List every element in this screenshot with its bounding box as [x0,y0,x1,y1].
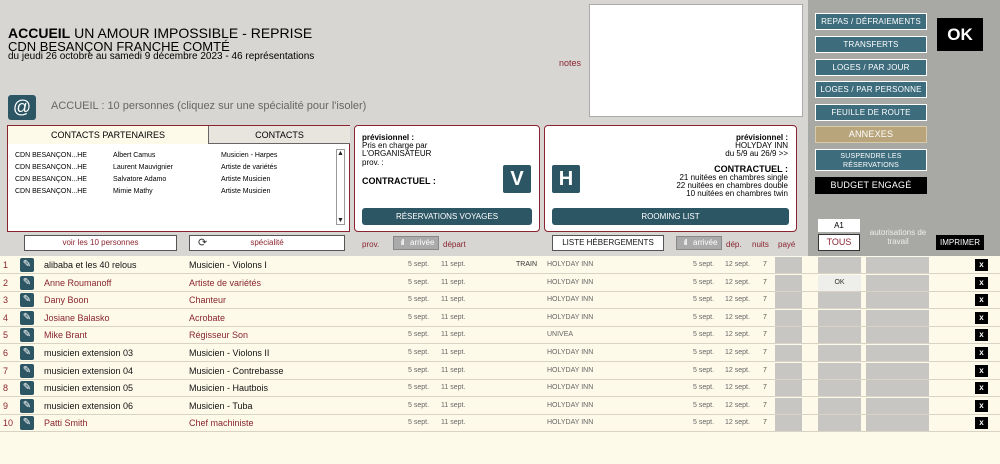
arrival-date: 5 sept. [408,401,430,409]
nights-count: 7 [763,349,767,356]
a1-cell[interactable] [818,363,861,379]
heb-line2: 22 nuitées en chambres double [676,181,788,190]
edit-pencil-icon[interactable]: ✎ [20,311,34,325]
voyages-panel [354,125,540,232]
work-permit-cell[interactable] [866,275,929,291]
paid-cell[interactable] [775,257,802,273]
work-permit-cell[interactable] [866,415,929,431]
hotel-departure: 12 sept. [725,401,750,409]
people-table [0,256,1000,464]
person-specialty[interactable]: Artiste de variétés [189,277,262,288]
departure-date: 11 sept. [441,366,466,374]
edit-pencil-icon[interactable]: ✎ [20,328,34,342]
hotel-departure: 12 sept. [725,419,750,427]
hotel-arrival: 5 sept. [693,296,715,304]
transport-mode: TRAIN [516,261,537,268]
edit-pencil-icon[interactable]: ✎ [20,276,34,290]
contact-org: CDN BESANÇON...HE [15,176,87,183]
heb-prev-label: prévisionnel : [735,133,788,142]
person-specialty[interactable]: Acrobate [189,312,226,323]
bars-icon: ıll [683,238,687,247]
contact-org: CDN BESANÇON...HE [15,164,87,171]
hotel-departure: 12 sept. [725,331,750,339]
hotel-arrival: 5 sept. [693,384,715,392]
nights-count: 7 [763,419,767,427]
nights-count: 7 [763,296,767,304]
departure-date: 11 sept. [441,349,466,356]
page-title: ACCUEIL UN AMOUR IMPOSSIBLE - REPRISE [8,25,313,41]
heb-line3: 10 nuitées en chambres twin [686,189,788,198]
contact-name: Albert Camus [113,152,156,159]
contact-role: Artiste Musicien [221,176,271,183]
voyages-v-button[interactable]: V [503,165,531,193]
hebergement-panel [544,125,797,232]
specialite-button[interactable]: ⟳ spécialité [189,235,345,251]
tous-button[interactable]: TOUS [818,234,860,251]
reservations-voyages-button[interactable]: RÉSERVATIONS VOYAGES [362,208,532,225]
person-specialty[interactable]: Chef machiniste [189,418,254,429]
contact-org: CDN BESANÇON...HE [15,188,87,195]
hotel-departure: 12 sept. [725,261,750,268]
row-number: 9 [3,400,9,411]
person-name[interactable]: musicien extension 04 [44,365,134,376]
arrival-date: 5 sept. [408,261,430,268]
delete-x-button[interactable]: x [975,294,988,306]
paid-cell[interactable] [775,415,802,431]
heb-hotel: HOLYDAY INN [735,141,788,150]
a1-field[interactable]: A1 [818,219,860,232]
tab-contacts[interactable]: CONTACTS [209,126,350,144]
work-permit-cell[interactable] [866,363,929,379]
contact-role: Artiste de variétés [221,164,278,171]
accueil-summary: ACCUEIL : 10 personnes (cliquez sur une spécialité pour l'isoler) [51,100,367,112]
scroll-down-icon[interactable]: ▼ [337,217,344,224]
transferts-button[interactable]: TRANSFERTS [815,36,927,53]
dep-label: dép. [726,240,742,249]
date-range: du jeudi 26 octobre au samedi 9 décembre 2023 - 46 représentations [8,51,315,62]
ok-button[interactable]: OK [937,18,983,51]
edit-pencil-icon[interactable]: ✎ [20,258,34,272]
hotel-departure: 12 sept. [725,366,750,374]
hotel-arrival: 5 sept. [693,401,715,409]
arrival-date: 5 sept. [408,419,430,427]
organisateur-label: L'ORGANISATEUR [362,149,432,158]
contact-name: Laurent Mauvignier [113,164,173,171]
table-row[interactable] [0,397,1000,415]
hotel-departure: 12 sept. [725,313,750,321]
annexes-button[interactable]: ANNEXES [815,126,927,143]
hotel-name: HOLYDAY INN [547,278,594,286]
hotel-arrival: 5 sept. [693,313,715,321]
bars-icon: ıll [400,238,404,247]
hotel-departure: 12 sept. [725,384,750,392]
edit-pencil-icon[interactable]: ✎ [20,364,34,378]
hotel-departure: 12 sept. [725,296,750,304]
budget-engage-button[interactable]: BUDGET ENGAGÉ [815,177,927,194]
person-name[interactable]: Mike Brant [44,330,88,341]
table-row[interactable] [0,274,1000,292]
hebergement-h-button[interactable]: H [552,165,580,193]
prov-filter-label: prov. [362,240,380,249]
paid-cell[interactable] [775,275,802,291]
person-specialty[interactable]: Chanteur [189,295,227,306]
row-number: 3 [3,295,9,306]
row-number: 10 [3,418,14,429]
nights-count: 7 [763,366,767,374]
paid-cell[interactable] [775,292,802,308]
table-row[interactable] [0,309,1000,327]
arrival-date: 5 sept. [408,349,430,356]
hotel-name: HOLYDAY INN [547,296,594,304]
nights-count: 7 [763,313,767,321]
arrivee-toggle[interactable]: ıll arrivée [393,236,439,250]
rooming-list-button[interactable]: ROOMING LIST [552,208,789,225]
loges-par-personne-button[interactable]: LOGES / PAR PERSONNE [815,81,927,98]
delete-x-button[interactable]: x [975,277,988,289]
edit-pencil-icon[interactable]: ✎ [20,346,34,360]
person-specialty[interactable]: Musicien - Contrebasse [189,365,284,376]
heb-contractuel: CONTRACTUEL : [714,164,788,174]
loges-par-jour-button[interactable]: LOGES / PAR JOUR [815,59,927,76]
row-number: 6 [3,348,9,358]
hotel-name: HOLYDAY INN [547,261,594,268]
a1-cell[interactable] [818,310,861,326]
depart-label: départ [443,240,466,249]
delete-x-button[interactable]: x [975,382,988,394]
hotel-arrival: 5 sept. [693,261,715,268]
contacts-panel [7,125,350,232]
person-specialty[interactable]: Régisseur Son [189,330,249,341]
heb-period: du 5/9 au 26/9 >> [725,149,788,158]
departure-date: 11 sept. [441,261,466,268]
prov-label: prov. : [362,158,384,167]
edit-pencil-icon[interactable]: ✎ [20,293,34,307]
departure-date: 11 sept. [441,313,466,321]
contact-role: Artiste Musicien [221,188,271,195]
delete-x-button[interactable]: x [975,417,988,429]
a1-cell[interactable] [818,292,861,308]
arrival-date: 5 sept. [408,366,430,374]
delete-x-button[interactable]: x [975,400,988,412]
person-name[interactable]: Anne Roumanoff [44,277,112,288]
hotel-arrival: 5 sept. [693,366,715,374]
a1-cell[interactable] [818,257,861,273]
edit-pencil-icon[interactable]: ✎ [20,381,34,395]
paid-cell[interactable] [775,345,802,361]
delete-x-button[interactable]: x [975,365,988,377]
contact-name: Mimie Mathy [113,188,153,195]
person-specialty[interactable]: Musicien - Hautbois [189,383,269,394]
delete-x-button[interactable]: x [975,347,988,359]
delete-x-button[interactable]: x [975,312,988,324]
person-name[interactable]: musicien extension 03 [44,348,134,358]
nights-count: 7 [763,331,767,339]
departure-date: 11 sept. [441,401,466,409]
a1-cell[interactable] [818,415,861,431]
hotel-departure: 12 sept. [725,278,750,286]
work-permit-cell[interactable] [866,310,929,326]
heb-line1: 21 nuitées en chambres single [679,173,788,182]
autorisations-label: autorisations de travail [869,228,927,246]
arrival-date: 5 sept. [408,331,430,339]
row-number: 8 [3,383,9,394]
person-name[interactable]: musicien extension 05 [44,383,134,394]
arrival-date: 5 sept. [408,384,430,392]
person-specialty[interactable]: Musicien - Violons I [189,260,267,270]
contact-name: Salvatore Adamo [113,176,167,183]
notes-textarea[interactable] [589,4,803,117]
row-number: 7 [3,365,9,376]
person-specialty[interactable]: Musicien - Violons II [189,348,270,358]
work-permit-cell[interactable] [866,398,929,414]
work-permit-cell[interactable] [866,380,929,396]
a1-cell[interactable]: OK [818,275,861,291]
departure-date: 11 sept. [441,296,466,304]
refresh-icon: ⟳ [198,237,208,249]
arrival-date: 5 sept. [408,313,430,321]
table-row[interactable] [0,379,1000,397]
hotel-name: HOLYDAY INN [547,401,594,409]
paid-cell[interactable] [775,363,802,379]
a1-cell[interactable] [818,345,861,361]
a1-cell[interactable] [818,398,861,414]
voir-personnes-button[interactable]: voir les 10 personnes [24,235,177,251]
person-name[interactable]: Patti Smith [44,418,88,429]
delete-x-button[interactable]: x [975,329,988,341]
table-row[interactable] [0,344,1000,362]
hotel-arrival: 5 sept. [693,419,715,427]
row-number: 2 [3,277,9,288]
person-name[interactable]: musicien extension 06 [44,400,134,411]
departure-date: 11 sept. [441,331,466,339]
arrival-date: 5 sept. [408,296,430,304]
arrivee-heb-toggle[interactable]: ıll arrivée [676,236,722,250]
paid-cell[interactable] [775,398,802,414]
nights-count: 7 [763,278,767,286]
departure-date: 11 sept. [441,419,466,427]
right-action-panel [808,0,1000,256]
nuits-label: nuits [752,240,769,249]
nights-count: 7 [763,401,767,409]
contractuel-label: CONTRACTUEL : [362,176,436,186]
work-permit-cell[interactable] [866,327,929,343]
nights-count: 7 [763,261,767,268]
hotel-arrival: 5 sept. [693,331,715,339]
prise-label: Pris en charge par [362,141,428,150]
feuille-de-route-button[interactable]: FEUILLE DE ROUTE [815,104,927,121]
edit-pencil-icon[interactable]: ✎ [20,416,34,430]
a1-cell[interactable] [818,327,861,343]
notes-label: notes [559,58,582,68]
paid-cell[interactable] [775,327,802,343]
table-row[interactable] [0,291,1000,309]
repas-button[interactable]: REPAS / DÉFRAIEMENTS [815,13,927,30]
contact-org: CDN BESANÇON...HE [15,152,87,159]
person-specialty[interactable]: Musicien - Tuba [189,400,253,411]
person-name[interactable]: alibaba et les 40 relous [44,260,137,270]
table-row[interactable] [0,362,1000,380]
paid-cell[interactable] [775,380,802,396]
hotel-arrival: 5 sept. [693,278,715,286]
nights-count: 7 [763,384,767,392]
prev-label: prévisionnel : [362,133,415,142]
hotel-departure: 12 sept. [725,349,750,356]
contact-role: Musicien - Harpes [221,152,278,159]
work-permit-cell[interactable] [866,257,929,273]
hotel-arrival: 5 sept. [693,349,715,356]
a1-cell[interactable] [818,380,861,396]
departure-date: 11 sept. [441,278,466,286]
hotel-name: HOLYDAY INN [547,349,594,356]
tab-contacts-partenaires[interactable]: CONTACTS PARTENAIRES [8,126,209,144]
person-name[interactable]: Josiane Balasko [44,312,110,323]
header-area [0,0,808,124]
hotel-name: HOLYDAY INN [547,384,594,392]
hotel-name: HOLYDAY INN [547,366,594,374]
paye-label: payé [778,240,796,249]
arrival-date: 5 sept. [408,278,430,286]
row-number: 5 [3,330,9,341]
suspendre-reservations-button[interactable]: SUSPENDRE LES RÉSERVATIONS [815,149,927,171]
person-name[interactable]: Dany Boon [44,295,89,306]
contacts-scrollbar[interactable] [336,149,345,225]
row-number: 4 [3,312,9,323]
table-row[interactable] [0,414,1000,432]
work-permit-cell[interactable] [866,345,929,361]
work-permit-cell[interactable] [866,292,929,308]
scroll-up-icon[interactable]: ▲ [337,150,344,157]
liste-hebergements-button[interactable]: LISTE HÉBERGEMENTS [552,235,664,251]
departure-date: 11 sept. [441,384,466,392]
hotel-name: HOLYDAY INN [547,419,594,427]
venue-name: CDN BESANÇON FRANCHE COMTÉ [8,39,230,54]
table-row[interactable] [0,326,1000,344]
email-at-button[interactable]: @ [8,95,36,120]
table-row[interactable] [0,256,1000,274]
hotel-name: UNIVEA [547,331,574,339]
row-number: 1 [3,260,9,270]
hotel-name: HOLYDAY INN [547,313,594,321]
paid-cell[interactable] [775,310,802,326]
delete-x-button[interactable]: x [975,259,988,271]
imprimer-button[interactable]: IMPRIMER [936,235,984,250]
edit-pencil-icon[interactable]: ✎ [20,399,34,413]
